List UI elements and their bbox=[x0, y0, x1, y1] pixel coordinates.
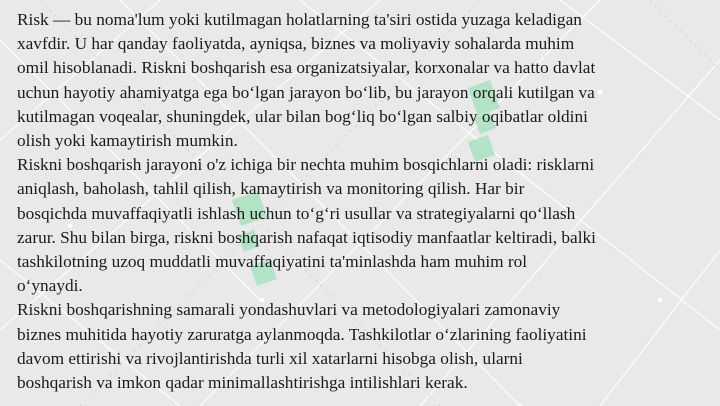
text-line: bosqichda muvaffaqiyatli ishlash uchun to‘g‘ri usullar va strategiyalarni qo‘llash bbox=[17, 203, 576, 223]
text-line: omil hisoblanadi. Riskni boshqarish esa organizatsiyalar, korxonalar va hatto davlat bbox=[17, 58, 596, 78]
text-line: kutilmagan voqealar, shuningdek, ular bilan bog‘liq bo‘lgan salbiy oqibatlar oldini bbox=[17, 106, 588, 126]
text-line: aniqlash, baholash, tahlil qilish, kamaytirish va monitoring qilish. Har bir bbox=[17, 179, 525, 199]
text-line: Risk — bu noma'lum yoki kutilmagan holatlarning ta'siri ostida yuzaga keladigan bbox=[17, 10, 582, 29]
text-line: boshqarish va imkon qadar minimallashtirishga intilishlari kerak. bbox=[17, 373, 468, 393]
text-line: tashkilotning uzoq muddatli muvaffaqiyatini ta'minlashda ham muhim rol bbox=[17, 252, 528, 272]
text-line: uchun hayotiy ahamiyatga ega bo‘lgan jarayon bo‘lib, bu jarayon orqali kutilgan va bbox=[17, 82, 595, 102]
paragraph-1 bbox=[17, 8, 706, 153]
text-line: davom ettirishi va rivojlantirishda turli xil xatarlarni hisobga olish, ularni bbox=[17, 348, 523, 368]
text-line: zarur. Shu bilan birga, riskni boshqarish nafaqat iqtisodiy manfaatlar keltiradi, balki bbox=[17, 227, 596, 247]
paragraph-3 bbox=[17, 298, 706, 395]
text-line: Riskni boshqarishning samarali yondashuvlari va metodologiyalari zamonaviy bbox=[17, 300, 561, 320]
text-line: xavfdir. U har qanday faoliyatda, ayniqsa, biznes va moliyaviy sohalarda muhim bbox=[17, 34, 575, 54]
paragraph-2 bbox=[17, 153, 706, 298]
text-line: olish yoki kamaytirish mumkin. bbox=[17, 131, 238, 151]
text-line: o‘ynaydi. bbox=[17, 276, 83, 296]
text-line: Riskni boshqarish jarayoni o'z ichiga bir nechta muhim bosqichlarni oladi: risklarni bbox=[17, 155, 595, 175]
text-line: biznes muhitida hayotiy zaruratga aylanmoqda. Tashkilotlar o‘zlarining faoliyatini bbox=[17, 324, 587, 344]
